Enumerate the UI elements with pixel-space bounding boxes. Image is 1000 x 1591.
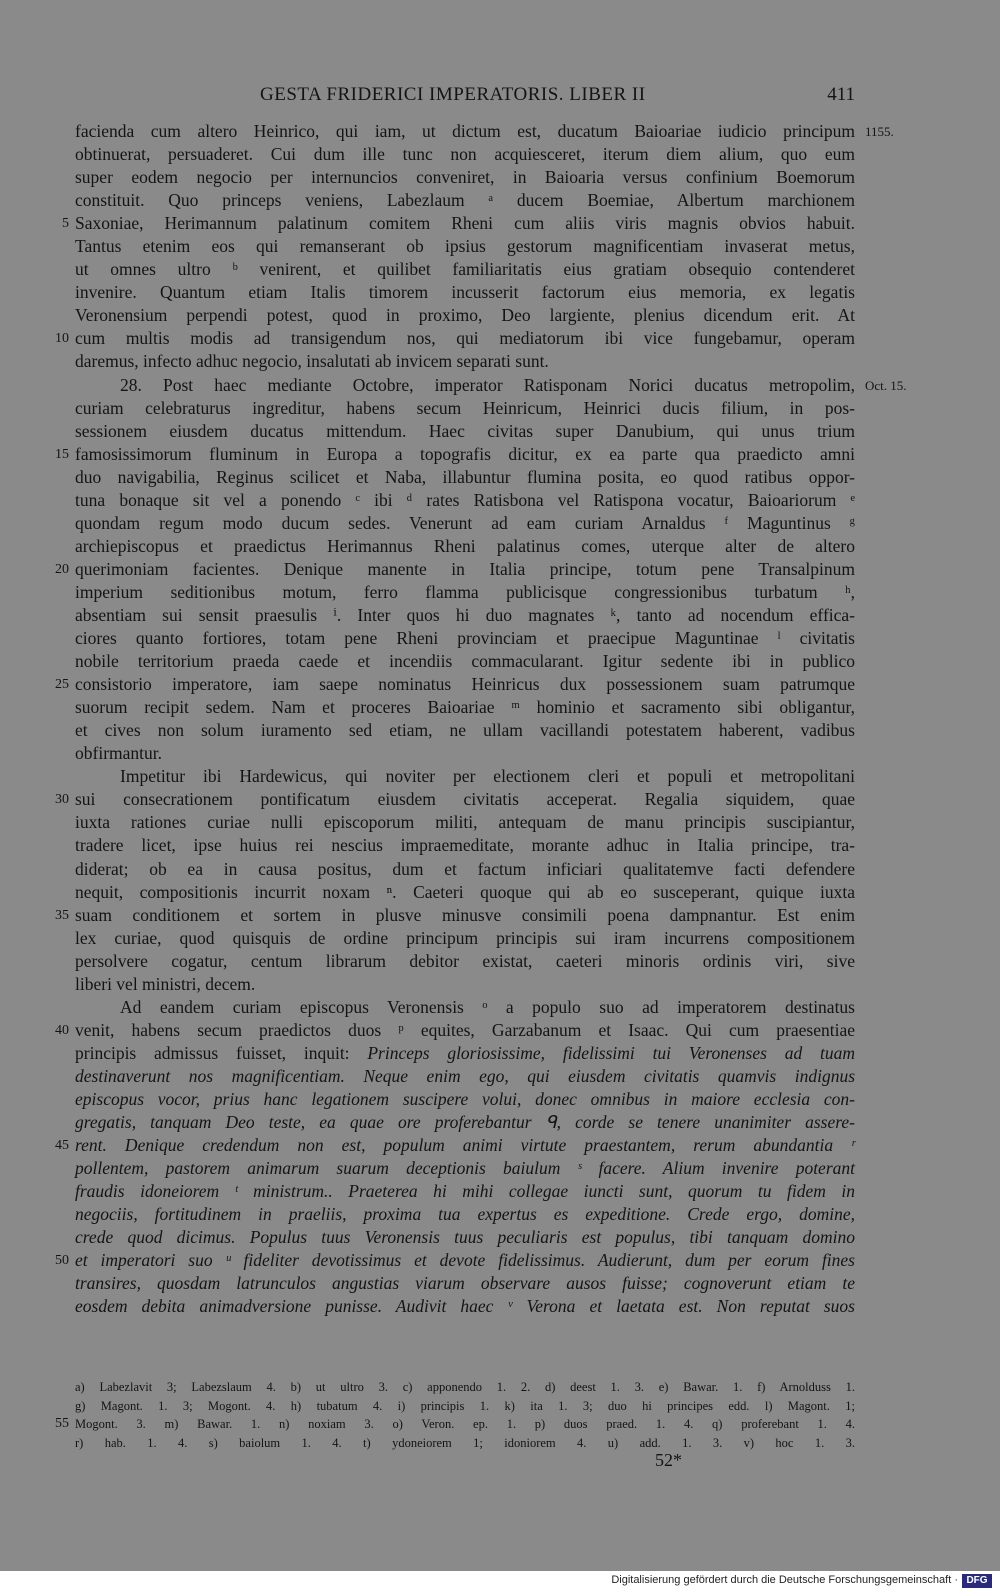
text-line bbox=[75, 350, 855, 373]
line-text: et cives non solum iuramento sed etiam, ne ullam vacillandi potestatem haberent, vadibus bbox=[75, 720, 855, 741]
text-line bbox=[75, 535, 855, 558]
text-line bbox=[75, 189, 855, 212]
line-text: invenire. Quantum etiam Italis timorem incusserit factorum eius memoria, ex legatis bbox=[75, 282, 855, 303]
text-line bbox=[75, 1180, 855, 1203]
line-text: consistorio imperatore, iam saepe nominatus Heinricus dux possessionem suam patrumque bbox=[75, 674, 855, 695]
text-line bbox=[75, 143, 855, 166]
text-line bbox=[75, 650, 855, 673]
text-line bbox=[75, 1065, 855, 1088]
text-line bbox=[75, 996, 855, 1019]
text-line bbox=[75, 1203, 855, 1226]
footnote-line bbox=[55, 1415, 855, 1434]
text-line bbox=[55, 788, 855, 811]
line-number: 35 bbox=[55, 907, 69, 923]
line-text: quondam regum modo ducum sedes. Venerunt ad eam curiam Arnaldus ᶠ Maguntinus ᵍ bbox=[75, 512, 855, 533]
line-text: constituit. Quo princeps veniens, Labezlaum ᵃ ducem Boemiae, Albertum marchionem bbox=[75, 190, 855, 211]
main-text bbox=[55, 120, 907, 1318]
line-text: duo navigabilia, Reginus scilicet et Naba, illabuntur flumina posita, eo quod ratibus oppor- bbox=[75, 466, 855, 487]
line-text-italic: crede quod dicimus. Populus tuus Veronensis tuus peculiaris est populus, tibi tanquam domino bbox=[75, 1227, 855, 1248]
line-text: ut omnes ultro ᵇ venirent, et quilibet familiaritatis eius gratiam obsequio contenderet bbox=[75, 259, 855, 280]
footnote-line bbox=[75, 1434, 855, 1453]
line-number: 25 bbox=[55, 677, 69, 693]
line-number: 5 bbox=[62, 216, 69, 232]
line-text: diderat; ob ea in causa positus, dum et factum inficiari qualitatemve facti defendere bbox=[75, 858, 855, 879]
text-line bbox=[75, 281, 855, 304]
text-line bbox=[75, 950, 855, 973]
footnote-text: Mogont. 3. m) Bawar. 1. n) noxiam 3. o) Veron. ep. 1. p) duos praed. 1. 4. q) proferebant 1. 4. bbox=[75, 1417, 855, 1431]
text-line bbox=[75, 1157, 855, 1180]
text-line bbox=[75, 811, 855, 834]
line-text: absentiam sui sensit praesulis ⁱ. Inter quos hi duo magnates ᵏ, tanto ad nocendum effica- bbox=[75, 604, 855, 625]
line-number: 55 bbox=[55, 1416, 69, 1431]
text-line bbox=[55, 443, 855, 466]
line-text: daremus, infecto adhuc negocio, insalutati ab invicem separati sunt. bbox=[75, 351, 549, 372]
text-line bbox=[75, 581, 855, 604]
text-line bbox=[75, 489, 855, 512]
signature-mark: 52* bbox=[655, 1450, 682, 1470]
footnote-line bbox=[75, 1397, 855, 1416]
text-line bbox=[75, 973, 855, 996]
line-number: 20 bbox=[55, 561, 69, 577]
text-line bbox=[75, 881, 855, 904]
text-line bbox=[55, 1134, 855, 1157]
text-line bbox=[75, 834, 855, 857]
line-text-italic: transires, quosdam latrunculos angustias viarum observare ausos fuisse; cognoverunt etiam te bbox=[75, 1273, 855, 1294]
line-text: nobile territorium praeda caede et incendiis commacularant. Igitur sedente ibi in publico bbox=[75, 651, 855, 672]
text-line bbox=[75, 696, 855, 719]
funding-credit: Digitalisierung gefördert durch die Deutsche Forschungsgemeinschaft · bbox=[611, 1574, 958, 1586]
line-text: ciores quanto fortiores, totam pene Rheni provinciam et praecipue Maguntinae ˡ civitatis bbox=[75, 628, 855, 649]
line-number: 50 bbox=[55, 1253, 69, 1269]
text-line bbox=[75, 604, 855, 627]
footnote-line bbox=[75, 1378, 855, 1397]
line-text: cum multis modis ad transigendum nos, qui mediatorum ibi vice fungebamur, operam bbox=[75, 328, 855, 349]
line-text: 28. Post haec mediante Octobre, imperator Ratisponam Norici ducatus metropolim, bbox=[120, 374, 855, 395]
text-line bbox=[75, 719, 855, 742]
line-number: 30 bbox=[55, 792, 69, 808]
line-text: Ad eandem curiam episcopus Veronensis ᵒ a populo suo ad imperatorem destinatus bbox=[120, 996, 855, 1017]
footnote-text: a) Labezlavit 3; Labezslaum 4. b) ut ultro 3. c) apponendo 1. 2. d) deest 1. 3. e) Bawar. 1. f) Arnolduss 1. bbox=[75, 1380, 855, 1394]
line-text: principis admissus fuisset, inquit: bbox=[75, 1042, 368, 1063]
line-text: obtinuerat, persuaderet. Cui dum ille tunc non acquiesceret, iterum diem alium, quo eum bbox=[75, 144, 855, 165]
text-line bbox=[75, 258, 855, 281]
line-text: suam conditionem et sortem in plusve minusve consimili poena dampnantur. Est enim bbox=[75, 904, 855, 925]
page-number: 411 bbox=[827, 84, 855, 105]
text-line bbox=[62, 212, 855, 235]
text-line bbox=[75, 742, 855, 765]
text-line bbox=[75, 927, 855, 950]
line-text: liberi vel ministri, decem. bbox=[75, 973, 256, 994]
line-text: obfirmantur. bbox=[75, 743, 162, 764]
text-line bbox=[75, 1042, 855, 1065]
page-header bbox=[75, 84, 855, 110]
line-text: lex curiae, quod quisquis de ordine principum principis sui iram incurrens compositionem bbox=[75, 927, 855, 948]
margin-note: 1155. bbox=[865, 124, 894, 139]
line-text: Impetitur ibi Hardewicus, qui noviter per electionem cleri et populi et metropolitani bbox=[120, 766, 855, 787]
line-text: sessionem eiusdem ducatus mittendum. Haec civitas super Danubium, qui unus trium bbox=[75, 420, 855, 441]
line-text-italic: destinaverunt nos magnificentiam. Neque enim ego, qui eiusdem civitatis quamvis indignus bbox=[75, 1065, 855, 1086]
line-text-italic: episcopus vocor, prius hanc legationem suscipere volui, donec omnibus in maiore ecclesia con- bbox=[75, 1088, 855, 1109]
line-text: iuxta rationes curiae nulli episcoporum militi, antequam de manu principis suscipiantur, bbox=[75, 812, 855, 833]
line-text: imperium seditionibus motum, ferro flamma publicisque congressionibus turbatum ʰ, bbox=[75, 581, 855, 602]
line-number: 10 bbox=[55, 331, 69, 347]
running-title: GESTA FRIDERICI IMPERATORIS. LIBER II bbox=[260, 84, 646, 105]
line-text: Saxoniae, Herimannum palatinum comitem Rheni cum aliis viris magnis obvios habuit. bbox=[75, 213, 855, 234]
text-line bbox=[75, 1295, 855, 1318]
text-line bbox=[75, 120, 894, 143]
text-line bbox=[55, 327, 855, 350]
line-text-italic: pollentem, pastorem animarum suarum deceptionis baiulum ˢ facere. Alium invenire poterant bbox=[75, 1158, 855, 1179]
line-text-italic: gregatis, tanquam Deo teste, ea quae ore proferebantur ᑫ, corde se tenere unanimiter assere- bbox=[75, 1112, 855, 1133]
line-text: tradere licet, ipse huius rei nescius impraemeditate, morante adhuc in Italia principe, tra- bbox=[75, 835, 855, 856]
text-line bbox=[75, 765, 855, 788]
line-text-italic: fraudis idoneiorem ᵗ ministrum.. Praeterea hi mihi collegae iuncti sunt, quorum tu fidem in bbox=[75, 1181, 855, 1202]
text-line bbox=[55, 1019, 855, 1042]
line-text-italic: eosdem debita animadversione punisse. Audivit haec ᵛ Verona et laetata est. Non reputat suos bbox=[75, 1296, 855, 1317]
text-line bbox=[55, 904, 855, 927]
line-text: querimoniam facientes. Denique manente in Italia principe, totum pene Transalpinum bbox=[75, 558, 855, 579]
footer-bar bbox=[0, 1571, 1000, 1591]
dfg-logo: DFG bbox=[962, 1574, 992, 1588]
line-text: famosissimorum fluminum in Europa a topografis dicitur, ex ea parte qua praedicto amni bbox=[75, 443, 855, 464]
text-line bbox=[75, 397, 855, 420]
line-text: tuna bonaque sit vel a ponendo ᶜ ibi ᵈ rates Ratisbona vel Ratispona vocatur, Baioariorum ᵉ bbox=[75, 489, 855, 510]
line-text: venit, habens secum praedictos duos ᵖ equites, Garzabanum et Isaac. Qui cum praesentiae bbox=[75, 1019, 855, 1040]
line-text: persolvere cogatur, centum librarum debitor existat, caeteri minoris ordinis viri, sive bbox=[75, 950, 855, 971]
line-text-italic: et imperatori suo ᵘ fideliter devotissimus et devote fidelissimus. Audierunt, dum per eorum fines bbox=[75, 1250, 855, 1271]
text-line bbox=[75, 512, 855, 535]
text-line bbox=[75, 420, 855, 443]
line-number: 40 bbox=[55, 1022, 69, 1038]
line-text: suorum recipit sedem. Nam et proceres Baioariae ᵐ hominio et sacramento sibi obligantur, bbox=[75, 697, 855, 718]
line-text: Veronensium perpendi potest, quod in proximo, Deo largiente, plenius dicendum erit. At bbox=[75, 305, 855, 326]
text-line bbox=[55, 558, 855, 581]
line-text: sui consecrationem pontificatum eiusdem civitatis acceperat. Regalia siquidem, quae bbox=[75, 789, 855, 810]
line-text: archiepiscopus et praedictus Herimannus Rheni palatinus comes, uterque alter de altero bbox=[75, 535, 855, 556]
line-number: 15 bbox=[55, 446, 69, 462]
text-line bbox=[75, 166, 855, 189]
line-text: curiam celebraturus ingreditur, habens secum Heinricum, Heinrici ducis filium, in pos- bbox=[75, 397, 855, 418]
text-line bbox=[75, 1088, 855, 1111]
text-line bbox=[75, 627, 855, 650]
text-line bbox=[55, 673, 855, 696]
line-text-italic: rent. Denique credendum non est, populum animi virtute praestantem, rerum abundantia ʳ bbox=[75, 1135, 855, 1156]
line-number: 45 bbox=[55, 1138, 69, 1154]
margin-note: Oct. 15. bbox=[865, 377, 907, 393]
text-line bbox=[75, 858, 855, 881]
line-text-italic: negociis, fortitudinem in praeliis, proxima tua expertus es expeditione. Crede ergo, domine, bbox=[75, 1204, 855, 1225]
footnotes bbox=[55, 1378, 855, 1452]
text-line bbox=[75, 374, 907, 397]
text-line bbox=[75, 466, 855, 489]
footnote-text: r) hab. 1. 4. s) baiolum 1. 4. t) ydoneiorem 1; idoniorem 4. u) add. 1. 3. v) hoc 1. 3. bbox=[75, 1435, 855, 1450]
line-text: nequit, compositionis incurrit noxam ⁿ. Caeteri quoque qui ab eo susceperant, quique iuxta bbox=[75, 881, 855, 902]
text-line bbox=[75, 235, 855, 258]
text-line bbox=[75, 1272, 855, 1295]
line-text: super eodem negocio per internuncios conveniret, in Baioaria versus confinium Boemorum bbox=[75, 167, 855, 188]
line-text: facienda cum altero Heinrico, qui iam, ut dictum est, ducatum Baioariae iudicio principum bbox=[75, 121, 855, 141]
text-line bbox=[75, 304, 855, 327]
footnote-text: g) Magont. 1. 3; Mogont. 4. h) tubatum 4. i) principis 1. k) ita 1. 3; duo hi principes edd. l) Magont. 1; bbox=[75, 1398, 855, 1413]
text-line bbox=[75, 1226, 855, 1249]
text-line bbox=[55, 1249, 855, 1272]
text-line bbox=[75, 1111, 855, 1134]
line-text-italic: Princeps gloriosissime, fidelissimi tui Veronenses ad tuam bbox=[367, 1042, 855, 1063]
line-text: Tantus etenim eos qui remanserant ob ipsius gestorum magnificentiam invaserat metus, bbox=[75, 236, 855, 257]
